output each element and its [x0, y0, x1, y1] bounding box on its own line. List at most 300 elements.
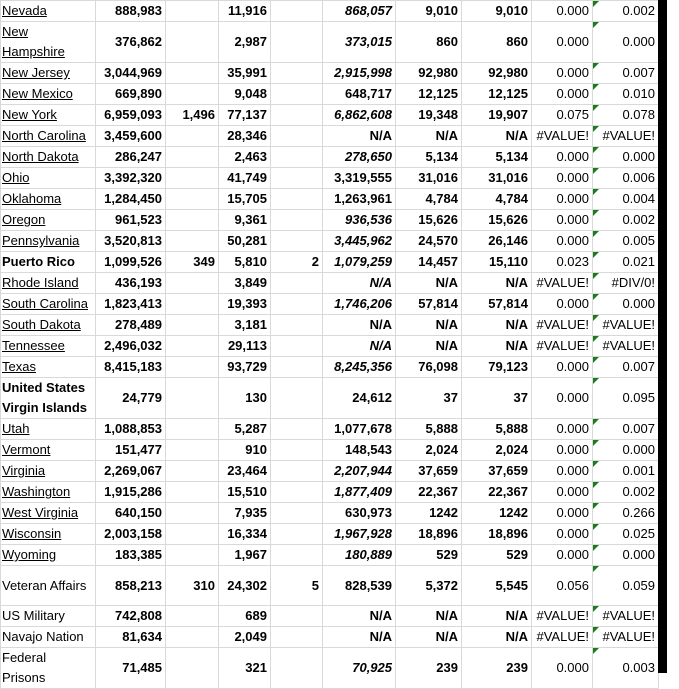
cell-h[interactable]: 529	[462, 545, 532, 566]
cell-f[interactable]: N/A	[323, 606, 396, 627]
cell-b[interactable]: 151,477	[96, 440, 166, 461]
cell-f[interactable]: 8,245,356	[323, 357, 396, 378]
row-label-cell[interactable]: US Military	[1, 606, 96, 627]
cell-i[interactable]: 0.000	[532, 231, 593, 252]
cell-f[interactable]: 373,015	[323, 22, 396, 63]
cell-c[interactable]	[166, 419, 219, 440]
cell-i[interactable]: 0.000	[532, 294, 593, 315]
cell-d[interactable]: 41,749	[219, 168, 271, 189]
cell-c[interactable]	[166, 231, 219, 252]
cell-c[interactable]	[166, 627, 219, 648]
cell-b[interactable]: 1,088,853	[96, 419, 166, 440]
cell-h[interactable]: 26,146	[462, 231, 532, 252]
cell-i[interactable]: 0.000	[532, 545, 593, 566]
cell-f[interactable]: N/A	[323, 126, 396, 147]
row-label-cell[interactable]: South Carolina	[1, 294, 96, 315]
cell-g[interactable]: 1242	[396, 503, 462, 524]
cell-j[interactable]: 0.002	[593, 210, 659, 231]
cell-g[interactable]: 19,348	[396, 105, 462, 126]
table-row	[1, 419, 659, 440]
cell-e[interactable]	[271, 189, 323, 210]
cell-e[interactable]	[271, 210, 323, 231]
cell-j[interactable]: #VALUE!	[593, 627, 659, 648]
cell-i[interactable]: #VALUE!	[532, 336, 593, 357]
cell-i[interactable]: 0.000	[532, 147, 593, 168]
cell-e[interactable]	[271, 482, 323, 503]
row-label-cell[interactable]: Washington	[1, 482, 96, 503]
cell-g[interactable]: N/A	[396, 126, 462, 147]
cell-f[interactable]: 70,925	[323, 648, 396, 689]
cell-d[interactable]: 2,049	[219, 627, 271, 648]
cell-d[interactable]: 5,810	[219, 252, 271, 273]
cell-b[interactable]: 669,890	[96, 84, 166, 105]
cell-d[interactable]: 93,729	[219, 357, 271, 378]
row-label-cell[interactable]: Puerto Rico	[1, 252, 96, 273]
row-label-cell[interactable]: Navajo Nation	[1, 627, 96, 648]
cell-g[interactable]: 57,814	[396, 294, 462, 315]
cell-c[interactable]	[166, 1, 219, 22]
cell-f[interactable]: 1,079,259	[323, 252, 396, 273]
cell-c[interactable]	[166, 63, 219, 84]
cell-d[interactable]: 3,849	[219, 273, 271, 294]
table-row	[1, 273, 659, 294]
cell-j[interactable]: 0.003	[593, 648, 659, 689]
row-label-cell[interactable]: Pennsylvania	[1, 231, 96, 252]
cell-j[interactable]: 0.000	[593, 147, 659, 168]
cell-i[interactable]: 0.000	[532, 440, 593, 461]
cell-g[interactable]: 31,016	[396, 168, 462, 189]
cell-d[interactable]: 9,361	[219, 210, 271, 231]
cell-c[interactable]	[166, 315, 219, 336]
cell-i[interactable]: 0.023	[532, 252, 593, 273]
cell-d[interactable]: 15,705	[219, 189, 271, 210]
cell-b[interactable]: 24,779	[96, 378, 166, 419]
cell-e[interactable]	[271, 147, 323, 168]
cell-j[interactable]: #VALUE!	[593, 315, 659, 336]
cell-b[interactable]: 1,915,286	[96, 482, 166, 503]
cell-d[interactable]: 2,987	[219, 22, 271, 63]
cell-g[interactable]: 14,457	[396, 252, 462, 273]
row-label-cell[interactable]: New York	[1, 105, 96, 126]
cell-c[interactable]	[166, 440, 219, 461]
row-label-cell[interactable]: Virginia	[1, 461, 96, 482]
cell-h[interactable]: 12,125	[462, 84, 532, 105]
table-row	[1, 294, 659, 315]
cell-d[interactable]: 35,991	[219, 63, 271, 84]
cell-h[interactable]: N/A	[462, 273, 532, 294]
row-label-cell[interactable]: North Dakota	[1, 147, 96, 168]
cell-c[interactable]	[166, 357, 219, 378]
cell-d[interactable]: 3,181	[219, 315, 271, 336]
cell-g[interactable]: 76,098	[396, 357, 462, 378]
cell-c[interactable]	[166, 606, 219, 627]
cell-j[interactable]: 0.006	[593, 168, 659, 189]
cell-f[interactable]: N/A	[323, 315, 396, 336]
window-edge-bar	[658, 0, 667, 673]
cell-f[interactable]: 2,915,998	[323, 63, 396, 84]
cell-h[interactable]: 57,814	[462, 294, 532, 315]
cell-e[interactable]	[271, 273, 323, 294]
cell-i[interactable]: 0.000	[532, 419, 593, 440]
cell-g[interactable]: N/A	[396, 315, 462, 336]
cell-j[interactable]: 0.007	[593, 357, 659, 378]
cell-e[interactable]	[271, 524, 323, 545]
cell-f[interactable]: 6,862,608	[323, 105, 396, 126]
cell-d[interactable]: 5,287	[219, 419, 271, 440]
cell-c[interactable]	[166, 22, 219, 63]
cell-j[interactable]: #DIV/0!	[593, 273, 659, 294]
row-label-cell[interactable]: West Virginia	[1, 503, 96, 524]
cell-f[interactable]: 1,077,678	[323, 419, 396, 440]
cell-e[interactable]	[271, 126, 323, 147]
cell-f[interactable]: 278,650	[323, 147, 396, 168]
cell-f[interactable]: 3,319,555	[323, 168, 396, 189]
cell-j[interactable]: 0.000	[593, 440, 659, 461]
cell-h[interactable]: 92,980	[462, 63, 532, 84]
cell-i[interactable]: 0.000	[532, 210, 593, 231]
cell-h[interactable]: N/A	[462, 336, 532, 357]
cell-j[interactable]: 0.078	[593, 105, 659, 126]
cell-e[interactable]	[271, 503, 323, 524]
cell-f[interactable]: 648,717	[323, 84, 396, 105]
cell-h[interactable]: 79,123	[462, 357, 532, 378]
cell-g[interactable]: 12,125	[396, 84, 462, 105]
cell-e[interactable]	[271, 627, 323, 648]
cell-g[interactable]: 4,784	[396, 189, 462, 210]
row-label-cell[interactable]: Ohio	[1, 168, 96, 189]
table-row	[1, 105, 659, 126]
cell-d[interactable]: 9,048	[219, 84, 271, 105]
cell-i[interactable]: 0.000	[532, 22, 593, 63]
cell-h[interactable]: 5,888	[462, 419, 532, 440]
cell-j[interactable]: 0.004	[593, 189, 659, 210]
cell-i[interactable]: #VALUE!	[532, 126, 593, 147]
cell-e[interactable]	[271, 648, 323, 689]
row-label-cell[interactable]: Rhode Island	[1, 273, 96, 294]
row-label-cell[interactable]: Nevada	[1, 1, 96, 22]
cell-h[interactable]: 19,907	[462, 105, 532, 126]
cell-d[interactable]: 28,346	[219, 126, 271, 147]
cell-g[interactable]: N/A	[396, 606, 462, 627]
cell-j[interactable]: 0.002	[593, 1, 659, 22]
cell-c[interactable]: 310	[166, 566, 219, 606]
table-row	[1, 566, 659, 606]
cell-g[interactable]: 9,010	[396, 1, 462, 22]
cell-c[interactable]: 1,496	[166, 105, 219, 126]
cell-f[interactable]: N/A	[323, 627, 396, 648]
cell-b[interactable]: 2,003,158	[96, 524, 166, 545]
cell-i[interactable]: #VALUE!	[532, 627, 593, 648]
cell-f[interactable]: 148,543	[323, 440, 396, 461]
cell-e[interactable]	[271, 231, 323, 252]
cell-g[interactable]: 22,367	[396, 482, 462, 503]
cell-h[interactable]: 31,016	[462, 168, 532, 189]
cell-h[interactable]: 37	[462, 378, 532, 419]
cell-h[interactable]: 1242	[462, 503, 532, 524]
cell-j[interactable]: 0.000	[593, 545, 659, 566]
cell-j[interactable]: 0.021	[593, 252, 659, 273]
cell-e[interactable]	[271, 84, 323, 105]
cell-h[interactable]: 239	[462, 648, 532, 689]
cell-c[interactable]	[166, 147, 219, 168]
cell-g[interactable]: 529	[396, 545, 462, 566]
cell-d[interactable]: 50,281	[219, 231, 271, 252]
cell-g[interactable]: 5,134	[396, 147, 462, 168]
cell-e[interactable]	[271, 378, 323, 419]
row-label-cell[interactable]: Federal Prisons	[1, 648, 96, 689]
cell-b[interactable]: 183,385	[96, 545, 166, 566]
cell-j[interactable]: 0.025	[593, 524, 659, 545]
cell-d[interactable]: 130	[219, 378, 271, 419]
cell-g[interactable]: 37,659	[396, 461, 462, 482]
table-row	[1, 378, 659, 419]
cell-e[interactable]	[271, 22, 323, 63]
cell-e[interactable]	[271, 440, 323, 461]
cell-e[interactable]	[271, 105, 323, 126]
cell-b[interactable]: 1,099,526	[96, 252, 166, 273]
cell-f[interactable]: 630,973	[323, 503, 396, 524]
cell-b[interactable]: 81,634	[96, 627, 166, 648]
cell-b[interactable]: 3,520,813	[96, 231, 166, 252]
cell-i[interactable]: #VALUE!	[532, 315, 593, 336]
cell-e[interactable]: 2	[271, 252, 323, 273]
cell-c[interactable]	[166, 461, 219, 482]
cell-g[interactable]: 18,896	[396, 524, 462, 545]
cell-h[interactable]: 9,010	[462, 1, 532, 22]
row-label-cell[interactable]: Oklahoma	[1, 189, 96, 210]
cell-e[interactable]	[271, 63, 323, 84]
cell-d[interactable]: 910	[219, 440, 271, 461]
cell-f[interactable]: 936,536	[323, 210, 396, 231]
cell-g[interactable]: N/A	[396, 336, 462, 357]
row-label-cell[interactable]: Wyoming	[1, 545, 96, 566]
row-label-cell[interactable]: New Mexico	[1, 84, 96, 105]
cell-d[interactable]: 11,916	[219, 1, 271, 22]
cell-i[interactable]: 0.000	[532, 378, 593, 419]
cell-g[interactable]: 5,372	[396, 566, 462, 606]
cell-f[interactable]: 1,263,961	[323, 189, 396, 210]
cell-b[interactable]: 436,193	[96, 273, 166, 294]
cell-e[interactable]	[271, 168, 323, 189]
cell-j[interactable]: 0.000	[593, 22, 659, 63]
cell-f[interactable]: 1,877,409	[323, 482, 396, 503]
cell-c[interactable]	[166, 545, 219, 566]
row-label-cell[interactable]: South Dakota	[1, 315, 96, 336]
cell-e[interactable]	[271, 545, 323, 566]
cell-i[interactable]: 0.056	[532, 566, 593, 606]
row-label-cell[interactable]: Tennessee	[1, 336, 96, 357]
cell-h[interactable]: 5,545	[462, 566, 532, 606]
cell-b[interactable]: 376,862	[96, 22, 166, 63]
cell-d[interactable]: 77,137	[219, 105, 271, 126]
row-label-cell[interactable]: Utah	[1, 419, 96, 440]
cell-d[interactable]: 23,464	[219, 461, 271, 482]
cell-f[interactable]: 24,612	[323, 378, 396, 419]
cell-j[interactable]: #VALUE!	[593, 606, 659, 627]
cell-h[interactable]: N/A	[462, 315, 532, 336]
cell-c[interactable]	[166, 503, 219, 524]
cell-d[interactable]: 689	[219, 606, 271, 627]
cell-i[interactable]: 0.000	[532, 461, 593, 482]
cell-h[interactable]: 15,110	[462, 252, 532, 273]
cell-i[interactable]: 0.000	[532, 357, 593, 378]
cell-d[interactable]: 16,334	[219, 524, 271, 545]
cell-f[interactable]: 828,539	[323, 566, 396, 606]
cell-c[interactable]	[166, 126, 219, 147]
cell-c[interactable]	[166, 524, 219, 545]
cell-c[interactable]	[166, 294, 219, 315]
cell-b[interactable]: 961,523	[96, 210, 166, 231]
cell-i[interactable]: 0.000	[532, 168, 593, 189]
cell-e[interactable]	[271, 315, 323, 336]
cell-e[interactable]: 5	[271, 566, 323, 606]
cell-g[interactable]: 37	[396, 378, 462, 419]
cell-i[interactable]: 0.000	[532, 84, 593, 105]
cell-h[interactable]: 15,626	[462, 210, 532, 231]
cell-d[interactable]: 2,463	[219, 147, 271, 168]
cell-c[interactable]	[166, 648, 219, 689]
cell-f[interactable]: 1,746,206	[323, 294, 396, 315]
cell-c[interactable]: 349	[166, 252, 219, 273]
cell-b[interactable]: 278,489	[96, 315, 166, 336]
cell-j[interactable]: 0.010	[593, 84, 659, 105]
cell-h[interactable]: 18,896	[462, 524, 532, 545]
cell-b[interactable]: 8,415,183	[96, 357, 166, 378]
cell-b[interactable]: 2,496,032	[96, 336, 166, 357]
cell-c[interactable]	[166, 273, 219, 294]
cell-f[interactable]: N/A	[323, 273, 396, 294]
cell-d[interactable]: 321	[219, 648, 271, 689]
cell-i[interactable]: #VALUE!	[532, 606, 593, 627]
cell-b[interactable]: 1,284,450	[96, 189, 166, 210]
cell-d[interactable]: 19,393	[219, 294, 271, 315]
cell-h[interactable]: N/A	[462, 627, 532, 648]
cell-h[interactable]: 22,367	[462, 482, 532, 503]
cell-g[interactable]: 239	[396, 648, 462, 689]
row-label-cell[interactable]: New Jersey	[1, 63, 96, 84]
row-label-cell[interactable]: Veteran Affairs	[1, 566, 96, 606]
cell-h[interactable]: 37,659	[462, 461, 532, 482]
cell-b[interactable]: 71,485	[96, 648, 166, 689]
cell-h[interactable]: 4,784	[462, 189, 532, 210]
cell-c[interactable]	[166, 210, 219, 231]
cell-f[interactable]: 868,057	[323, 1, 396, 22]
cell-j[interactable]: 0.000	[593, 294, 659, 315]
cell-h[interactable]: 2,024	[462, 440, 532, 461]
table-row	[1, 524, 659, 545]
row-label-cell[interactable]: Oregon	[1, 210, 96, 231]
cell-b[interactable]: 3,392,320	[96, 168, 166, 189]
cell-b[interactable]: 640,150	[96, 503, 166, 524]
cell-j[interactable]: 0.266	[593, 503, 659, 524]
cell-i[interactable]: 0.000	[532, 524, 593, 545]
cell-d[interactable]: 29,113	[219, 336, 271, 357]
cell-i[interactable]: 0.000	[532, 189, 593, 210]
cell-i[interactable]: 0.000	[532, 648, 593, 689]
cell-j[interactable]: #VALUE!	[593, 336, 659, 357]
cell-c[interactable]	[166, 378, 219, 419]
row-label-cell[interactable]: United States Virgin Islands	[1, 378, 96, 419]
cell-e[interactable]	[271, 357, 323, 378]
cell-d[interactable]: 15,510	[219, 482, 271, 503]
cell-e[interactable]	[271, 294, 323, 315]
cell-j[interactable]: 0.002	[593, 482, 659, 503]
cell-b[interactable]: 742,808	[96, 606, 166, 627]
cell-j[interactable]: 0.007	[593, 419, 659, 440]
cell-c[interactable]	[166, 84, 219, 105]
row-label-cell[interactable]: Vermont	[1, 440, 96, 461]
cell-i[interactable]: 0.000	[532, 482, 593, 503]
cell-j[interactable]: 0.059	[593, 566, 659, 606]
cell-j[interactable]: 0.001	[593, 461, 659, 482]
cell-d[interactable]: 24,302	[219, 566, 271, 606]
cell-i[interactable]: #VALUE!	[532, 273, 593, 294]
cell-c[interactable]	[166, 482, 219, 503]
cell-j[interactable]: 0.005	[593, 231, 659, 252]
cell-j[interactable]: #VALUE!	[593, 126, 659, 147]
row-label-cell[interactable]: Texas	[1, 357, 96, 378]
cell-d[interactable]: 7,935	[219, 503, 271, 524]
cell-g[interactable]: 2,024	[396, 440, 462, 461]
cell-b[interactable]: 286,247	[96, 147, 166, 168]
cell-b[interactable]: 3,459,600	[96, 126, 166, 147]
cell-h[interactable]: N/A	[462, 606, 532, 627]
cell-c[interactable]	[166, 168, 219, 189]
table-row	[1, 126, 659, 147]
cell-f[interactable]: 1,967,928	[323, 524, 396, 545]
cell-e[interactable]	[271, 419, 323, 440]
cell-g[interactable]: 860	[396, 22, 462, 63]
cell-b[interactable]: 888,983	[96, 1, 166, 22]
cell-g[interactable]: 92,980	[396, 63, 462, 84]
table-row	[1, 503, 659, 524]
cell-i[interactable]: 0.000	[532, 1, 593, 22]
cell-f[interactable]: 180,889	[323, 545, 396, 566]
cell-g[interactable]: N/A	[396, 627, 462, 648]
cell-g[interactable]: 24,570	[396, 231, 462, 252]
cell-f[interactable]: 2,207,944	[323, 461, 396, 482]
cell-g[interactable]: 5,888	[396, 419, 462, 440]
cell-e[interactable]	[271, 606, 323, 627]
cell-i[interactable]: 0.000	[532, 63, 593, 84]
cell-d[interactable]: 1,967	[219, 545, 271, 566]
cell-h[interactable]: 860	[462, 22, 532, 63]
cell-f[interactable]: 3,445,962	[323, 231, 396, 252]
cell-g[interactable]: 15,626	[396, 210, 462, 231]
cell-h[interactable]: N/A	[462, 126, 532, 147]
cell-c[interactable]	[166, 336, 219, 357]
cell-i[interactable]: 0.075	[532, 105, 593, 126]
cell-f[interactable]: N/A	[323, 336, 396, 357]
cell-e[interactable]	[271, 461, 323, 482]
cell-b[interactable]: 3,044,969	[96, 63, 166, 84]
cell-e[interactable]	[271, 336, 323, 357]
cell-b[interactable]: 858,213	[96, 566, 166, 606]
row-label-cell[interactable]: North Carolina	[1, 126, 96, 147]
cell-h[interactable]: 5,134	[462, 147, 532, 168]
row-label-cell[interactable]: Wisconsin	[1, 524, 96, 545]
cell-e[interactable]	[271, 1, 323, 22]
cell-c[interactable]	[166, 189, 219, 210]
cell-b[interactable]: 2,269,067	[96, 461, 166, 482]
cell-g[interactable]: N/A	[396, 273, 462, 294]
cell-j[interactable]: 0.007	[593, 63, 659, 84]
row-label-cell[interactable]: New Hampshire	[1, 22, 96, 63]
cell-b[interactable]: 6,959,093	[96, 105, 166, 126]
cell-b[interactable]: 1,823,413	[96, 294, 166, 315]
cell-i[interactable]: 0.000	[532, 503, 593, 524]
cell-j[interactable]: 0.095	[593, 378, 659, 419]
